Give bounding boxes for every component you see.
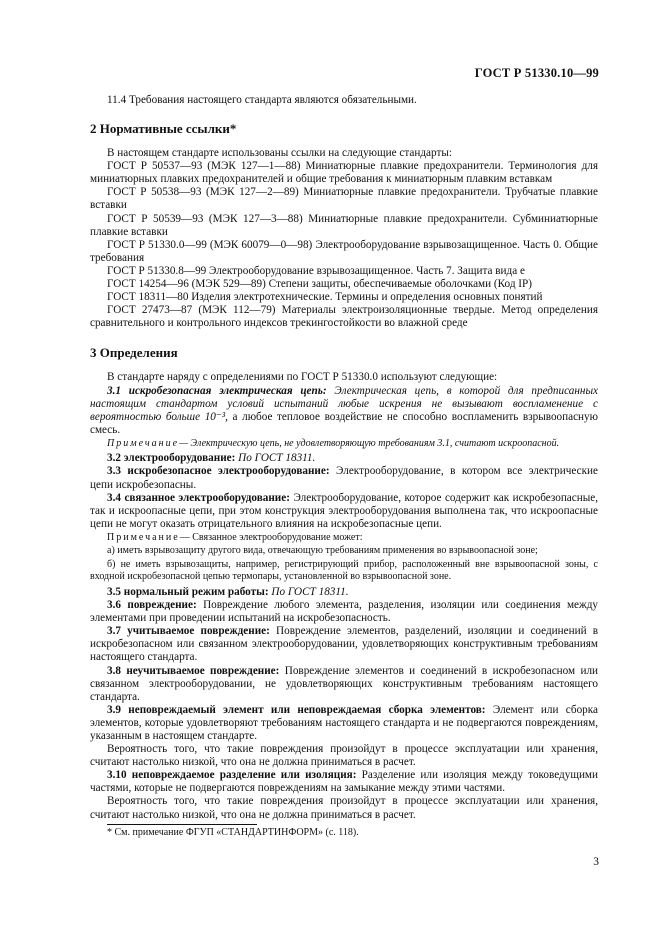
reference-item: ГОСТ Р 50538—93 (МЭК 127—2—89) Миниатюрные плавкие предохранители. Трубчатые плавкие вставки (90, 186, 598, 212)
definition-text: Повреждение любого элемента, разделения, изоляции или соединения между элементами при проведении испытаний на искробезопасность. (90, 599, 598, 625)
reference-item: ГОСТ 14254—96 (МЭК 529—89) Степени защиты, обеспечиваемые оболочками (Код IP) (107, 278, 532, 291)
note-label: Примечание (107, 531, 180, 543)
definition-3-6 (90, 599, 598, 625)
section-3-heading: 3 Определения (90, 345, 178, 361)
definition-term: 3.1 искробезопасная электрическая цепь: (107, 384, 327, 397)
section-2-intro: В настоящем стандарте использованы ссылки на следующие стандарты: (107, 147, 452, 160)
note-text: — Связанное электрооборудование может: (179, 531, 363, 543)
definition-term: 3.4 связанное электрооборудование: (107, 491, 290, 504)
note-text: — Электрическую цепь, не удовлетворяющую требованиям 3.1, считают искроопасной. (179, 437, 560, 449)
footnote: * См. примечание ФГУП «СТАНДАРТИНФОРМ» (с. 118). (107, 826, 359, 838)
definition-3-1 (90, 385, 598, 437)
probability-paragraph: Вероятность того, что такие повреждения произойдут в процессе эксплуатации или хранения, считают настолько низкой, что она не должна приниматься в расчет. (90, 795, 598, 821)
page-number: 3 (593, 856, 599, 868)
section-2-heading: 2 Нормативные ссылки* (90, 121, 237, 137)
probability-paragraph: Вероятность того, что такие повреждения произойдут в процессе эксплуатации или хранения, считают настолько низкой, что она не должна приниматься в расчет. (90, 743, 598, 769)
definition-text: По ГОСТ 18311. (271, 585, 349, 598)
definition-term: 3.7 учитываемое повреждение: (107, 625, 270, 638)
section-3-intro: В стандарте наряду с определениями по ГОСТ Р 51330.0 используют следующие: (107, 371, 498, 384)
definition-3-2 (90, 452, 598, 465)
definition-term: 3.2 электрооборудование: (107, 452, 236, 465)
definition-term: 3.10 неповреждаемое разделение или изоляция: (107, 769, 357, 782)
definition-term: 3.3 искробезопасное электрооборудование: (107, 465, 330, 478)
note-3-1 (90, 438, 598, 451)
definition-text: Электрическая цепь, в которой для предписанных настоящим стандартом условий испытаний любые искрения не вызывают воспламенение с вероятностью больше 10⁻³, (90, 384, 599, 423)
definition-text: Электрооборудование, в котором все электрические цепи искробезопасны. (90, 465, 598, 491)
note-3-4 (90, 532, 598, 545)
note-item-a: а) иметь взрывозащиту другого вида, отвечающую требованиям применения во взрывоопасной зоне; (107, 545, 538, 557)
definition-3-10 (90, 769, 598, 795)
definition-text: Элемент или сборка элементов, которые удовлетворяют требованиям настоящего стандарта и не подвергаются повреждениям, указанным в настоящем стандарте. (90, 703, 598, 742)
definition-text: а любое тепловое воздействие не способно воспламенить взрывоопасную смесь. (90, 410, 598, 436)
note-item-b: б) не иметь взрывозащиты, например, регистрирующий прибор, расположенный вне взрывоопасной зоны, с входной искробезопасной цепью термопары, установленной во взрывоопасной зоне. (90, 558, 598, 583)
document-body (90, 94, 598, 839)
note-label: Примечание (107, 437, 180, 449)
reference-item: ГОСТ 18311—80 Изделия электротехнические. Термины и определения основных понятий (107, 291, 543, 304)
definition-term: 3.6 повреждение: (107, 599, 197, 612)
reference-item: ГОСТ Р 51330.8—99 Электрооборудование взрывозащищенное. Часть 7. Защита вида е (107, 264, 525, 277)
definition-term: 3.9 неповреждаемый элемент или неповреждаемая сборка элементов: (107, 703, 486, 716)
standard-code-header: ГОСТ Р 51330.10—99 (474, 66, 599, 80)
reference-item: ГОСТ Р 50537—93 (МЭК 127—1—88) Миниатюрные плавкие предохранители. Терминология для миниатюрных плавких предохранителей и общие требования к миниатюрным плавким вставкам (90, 160, 598, 186)
definition-term: 3.8 неучитываемое повреждение: (107, 664, 280, 677)
definition-term: 3.5 нормальный режим работы: (107, 585, 269, 598)
definition-text: По ГОСТ 18311. (238, 452, 316, 465)
definition-text: Повреждение элементов и соединений в искробезопасном или связанном электрооборудовании, не удовлетворяющих конструктивным требованиям настоящего стандарта. (90, 664, 599, 703)
clause-11-4: 11.4 Требования настоящего стандарта являются обязательными. (107, 94, 417, 106)
definition-text: Разделение или изоляция между токоведущими частями, которые не подвергаются повреждениям на замыкание между этими частями. (90, 769, 598, 795)
reference-item: ГОСТ 27473—87 (МЭК 112—79) Материалы электроизоляционные твердые. Метод определения сравнительного и контрольного индексов трекингостойкости во влажной среде (90, 304, 598, 330)
definition-3-8 (90, 665, 598, 704)
reference-item: ГОСТ Р 50539—93 (МЭК 127—3—88) Миниатюрные плавкие предохранители. Субминиатюрные плавкие вставки (90, 212, 598, 238)
reference-item: ГОСТ Р 51330.0—99 (МЭК 60079—0—98) Электрооборудование взрывозащищенное. Часть 0. Общие требования (90, 238, 598, 264)
definition-3-3 (90, 465, 598, 491)
definition-text: Повреждение элементов, разделений, изоляции и соединений в искробезопасном или связанном электрооборудовании, удовлетворяющих конструктивным требованиям настоящего стандарта. (90, 625, 599, 664)
definition-text: Электрооборудование, которое содержит как искробезопасные, так и искроопасные цепи, при этом конструкция электрооборудования выполнена так, что искроопасные цепи не могут оказать отрицательного влияния на искробезопасные цепи. (90, 491, 599, 530)
definition-3-7 (90, 625, 598, 664)
definition-3-9 (90, 704, 598, 743)
definition-3-5 (90, 586, 598, 599)
footnote-divider (107, 824, 257, 825)
definition-3-4 (90, 492, 598, 531)
